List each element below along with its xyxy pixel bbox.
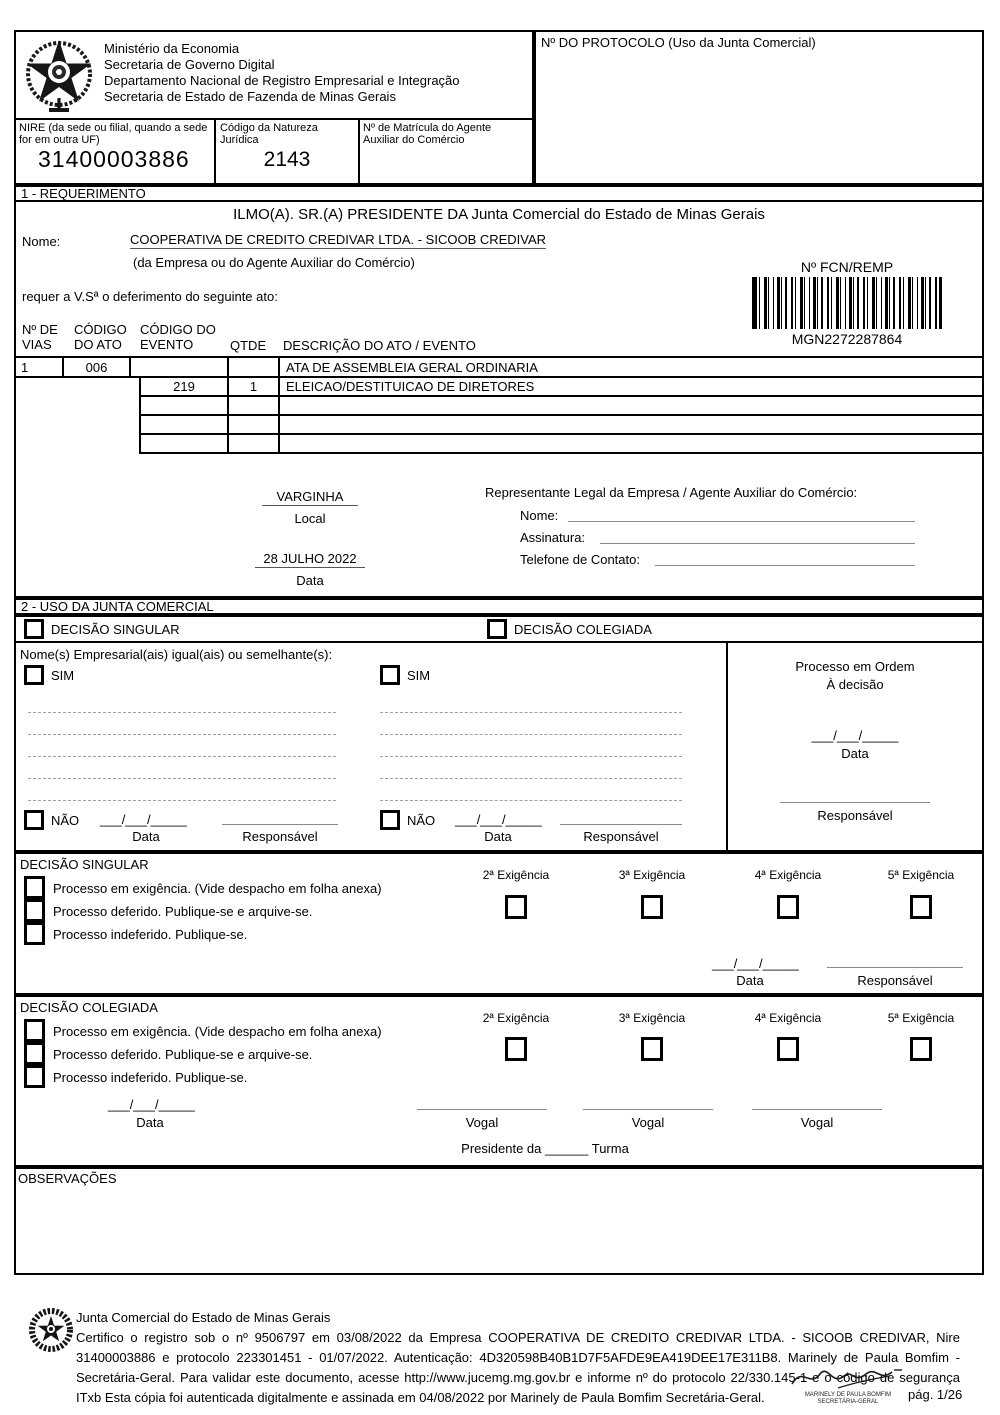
checkbox-nao-1 [24, 810, 44, 830]
colegiada-exigencia-3-label: 3ª Exigência [618, 1011, 686, 1025]
nao-date-placeholder-1: ___/___/_____ [100, 812, 187, 827]
rep-telefone-label: Telefone de Contato: [520, 552, 640, 567]
checkbox-colegiada-exigencia-4 [777, 1037, 799, 1061]
processo-em-ordem-line2: À decisão [826, 677, 884, 692]
singular-exigencia-5-label: 5ª Exigência [887, 868, 955, 882]
checkbox-singular-exigencia-4 [777, 895, 799, 919]
nao-data-label-2: Data [484, 829, 512, 844]
checkbox-decisao-singular [24, 619, 44, 639]
request-line: requer a V.Sª o deferimento do seguinte ato: [22, 289, 278, 304]
col-header-codigo-evento: CÓDIGO DO EVENTO [140, 322, 216, 352]
vogal-label-3: Vogal [800, 1115, 834, 1130]
decisao-singular-label: DECISÃO SINGULAR [51, 622, 180, 637]
nome-hint: (da Empresa ou do Agente Auxiliar do Comércio) [133, 255, 415, 270]
nao-responsavel-label-1: Responsável [242, 829, 318, 844]
barcode-text: MGN2272287864 [791, 331, 903, 347]
natureza-juridica-label: Código da Natureza Jurídica [220, 122, 318, 146]
colegiada-date-placeholder: ___/___/_____ [108, 1097, 195, 1112]
stamp-name: MARINELY DE PAULA BOMFIM [804, 1392, 892, 1398]
checkbox-singular-exigencia-3 [641, 895, 663, 919]
jucemg-seal-icon [28, 1303, 74, 1357]
ministry-line-4: Secretaria de Estado de Fazenda de Minas Gerais [104, 89, 396, 104]
event-row-codigo-cell: 219 [139, 376, 229, 397]
nomes-empresariais-label: Nome(s) Empresarial(ais) igual(ais) ou semelhante(s): [20, 647, 333, 662]
singular-option-1: Processo em exigência. (Vide despacho em folha anexa) [53, 881, 382, 896]
request-date-label: Data [296, 573, 324, 588]
name-blank-line [380, 756, 682, 757]
fcn-barcode-image [752, 277, 942, 329]
nao-responsavel-label-2: Responsável [583, 829, 659, 844]
company-name: COOPERATIVA DE CREDITO CREDIVAR LTDA. - SICOOB CREDIVAR [130, 232, 547, 247]
nome-label: Nome: [22, 234, 61, 249]
panel-date-placeholder: ___/___/_____ [811, 728, 899, 743]
col-header-codigo-ato: CÓDIGO DO ATO [74, 322, 127, 352]
name-blank-line [28, 800, 336, 801]
footer-certification-text: Certifico o registro sob o nº 9506797 em 03/08/2022 da Empresa COOPERATIVA DE CREDITO CREDIVAR LTDA. - SICOOB CREDIVAR, Nire 31400003886 e protocolo 223301451 - 01/07/2022. Autenticação: 4D320598B40B1D7F5AFDE9EA419DEE17E311B8. Marinely de Paula Bomfim - Secretária-Geral. Para validar este documento, acesse http://www.jucemg.mg.gov.br e informe nº do protocolo 22/330.145-1 e o código de segurança ITxb Esta cópia foi autenticada digitalmente e assinada em 04/08/2022 por Marinely de Paula Bomfim Secretária-Geral. [76, 1330, 960, 1405]
event-row-codigo-cell [139, 414, 229, 435]
nao-responsavel-line-2 [560, 824, 682, 825]
singular-responsavel-label: Responsável [857, 973, 933, 988]
nao-label-1: NÃO [51, 813, 80, 828]
representative-title: Representante Legal da Empresa / Agente Auxiliar do Comércio: [485, 485, 858, 500]
checkbox-singular-indeferido [24, 922, 45, 945]
coat-of-arms-icon [22, 34, 96, 116]
rep-telefone-line [655, 565, 915, 566]
vogal-line-1 [417, 1109, 547, 1110]
local-value: VARGINHA [262, 489, 358, 506]
name-blank-line [28, 778, 336, 779]
rep-nome-line [568, 521, 915, 522]
panel-responsavel-line [780, 802, 930, 803]
panel-data-label: Data [841, 746, 869, 761]
nao-responsavel-line-1 [222, 824, 338, 825]
col-header-descricao: DESCRIÇÃO DO ATO / EVENTO [283, 338, 476, 353]
event-row-descricao-cell: ELEICAO/DESTITUICAO DE DIRETORES [278, 376, 984, 397]
sim-label-2: SIM [407, 668, 431, 683]
act-row-vias-cell: 1 [14, 356, 64, 378]
ministry-line-1: Ministério da Economia [104, 41, 240, 56]
colegiada-data-label: Data [136, 1115, 164, 1130]
event-row-qtde-cell: 1 [227, 376, 280, 397]
processo-em-ordem-line1: Processo em Ordem [795, 659, 915, 674]
checkbox-singular-exigencia [24, 876, 45, 899]
singular-option-3: Processo indeferido. Publique-se. [53, 927, 248, 942]
checkbox-colegiada-indeferido [24, 1065, 45, 1088]
rep-assinatura-label: Assinatura: [520, 530, 586, 545]
checkbox-colegiada-exigencia-2 [505, 1037, 527, 1061]
act-row-evento-cell [129, 356, 229, 378]
nao-label-2: NÃO [407, 813, 436, 828]
footer-org-name: Junta Comercial do Estado de Minas Gerais [76, 1310, 331, 1325]
checkbox-sim-2 [380, 665, 400, 685]
col-header-qtde: QTDE [230, 338, 267, 353]
singular-exigencia-2-label: 2ª Exigência [482, 868, 550, 882]
checkbox-colegiada-deferido [24, 1042, 45, 1065]
presidente-turma-line: Presidente da ______ Turma [461, 1141, 629, 1156]
event-row-codigo-cell [139, 395, 229, 416]
name-blank-line [28, 734, 336, 735]
event-row-qtde-cell [227, 433, 280, 454]
request-date-value: 28 JULHO 2022 [255, 551, 365, 568]
col-header-vias: Nº DE VIAS [22, 322, 58, 352]
protocol-label: Nº DO PROTOCOLO (Uso da Junta Comercial) [541, 35, 816, 50]
checkbox-colegiada-exigencia-3 [641, 1037, 663, 1061]
section1-title: 1 - REQUERIMENTO [21, 186, 146, 201]
decisao-colegiada-title: DECISÃO COLEGIADA [20, 1000, 158, 1015]
nao-date-placeholder-2: ___/___/_____ [455, 812, 542, 827]
vogal-label-2: Vogal [631, 1115, 665, 1130]
signature-stamp [788, 1362, 906, 1392]
vogal-line-2 [583, 1109, 713, 1110]
checkbox-colegiada-exigencia-5 [910, 1037, 932, 1061]
sim-label-1: SIM [51, 668, 75, 683]
page-number: pág. 1/26 [908, 1387, 963, 1402]
fcn-remp-label: Nº FCN/REMP [800, 259, 894, 275]
vogal-label-1: Vogal [465, 1115, 499, 1130]
name-blank-line [380, 712, 682, 713]
name-blank-line [28, 756, 336, 757]
event-row-codigo-cell [139, 433, 229, 454]
protocol-box [534, 30, 984, 185]
act-row-qtde-cell [227, 356, 280, 378]
local-label: Local [294, 511, 326, 526]
checkbox-singular-deferido [24, 899, 45, 922]
ministry-line-3: Departamento Nacional de Registro Empresarial e Integração [104, 73, 460, 88]
singular-option-2: Processo deferido. Publique-se e arquive-se. [53, 904, 313, 919]
name-blank-line [28, 712, 336, 713]
ministry-line-2: Secretaria de Governo Digital [104, 57, 275, 72]
section2-title: 2 - USO DA JUNTA COMERCIAL [21, 599, 214, 614]
colegiada-exigencia-5-label: 5ª Exigência [887, 1011, 955, 1025]
vogal-line-3 [752, 1109, 882, 1110]
nire-value: 31400003886 [38, 146, 190, 172]
stamp-role: SECRETÁRIA-GERAL [817, 1399, 879, 1405]
checkbox-singular-exigencia-5 [910, 895, 932, 919]
decisao-singular-title: DECISÃO SINGULAR [20, 857, 149, 872]
rep-assinatura-line [600, 543, 915, 544]
colegiada-exigencia-2-label: 2ª Exigência [482, 1011, 550, 1025]
name-blank-line [380, 734, 682, 735]
act-row-descricao-cell: ATA DE ASSEMBLEIA GERAL ORDINARIA [278, 356, 984, 378]
name-blank-line [380, 778, 682, 779]
nao-data-label-1: Data [132, 829, 160, 844]
event-row-descricao-cell [278, 414, 984, 435]
colegiada-exigencia-4-label: 4ª Exigência [754, 1011, 822, 1025]
colegiada-option-2: Processo deferido. Publique-se e arquive-se. [53, 1047, 313, 1062]
rep-nome-label: Nome: [520, 508, 559, 523]
checkbox-singular-exigencia-2 [505, 895, 527, 919]
act-row-codigo-cell: 006 [62, 356, 131, 378]
colegiada-option-3: Processo indeferido. Publique-se. [53, 1070, 248, 1085]
nire-label: NIRE (da sede ou filial, quando a sede for em outra UF) [19, 122, 208, 146]
checkbox-sim-1 [24, 665, 44, 685]
section2-title-bar [14, 598, 984, 615]
singular-exigencia-4-label: 4ª Exigência [754, 868, 822, 882]
event-row-descricao-cell [278, 395, 984, 416]
matricula-label: Nº de Matrícula do Agente Auxiliar do Comércio [363, 122, 492, 146]
singular-data-label: Data [736, 973, 764, 988]
checkbox-nao-2 [380, 810, 400, 830]
name-blank-line [380, 800, 682, 801]
checkbox-decisao-colegiada [487, 619, 507, 639]
addressee-line: ILMO(A). SR.(A) PRESIDENTE DA Junta Comercial do Estado de Minas Gerais [233, 206, 765, 223]
panel-responsavel-label: Responsável [817, 808, 893, 823]
singular-exigencia-3-label: 3ª Exigência [618, 868, 686, 882]
singular-responsavel-line [827, 967, 963, 968]
observacoes-label: OBSERVAÇÕES [18, 1171, 117, 1186]
event-row-qtde-cell [227, 395, 280, 416]
singular-date-placeholder: ___/___/_____ [712, 956, 799, 971]
observacoes-box [14, 1167, 984, 1275]
natureza-juridica-value: 2143 [263, 148, 311, 171]
colegiada-option-1: Processo em exigência. (Vide despacho em folha anexa) [53, 1024, 382, 1039]
checkbox-colegiada-exigencia [24, 1019, 45, 1042]
event-row-qtde-cell [227, 414, 280, 435]
decisao-colegiada-label: DECISÃO COLEGIADA [514, 622, 652, 637]
event-row-descricao-cell [278, 433, 984, 454]
